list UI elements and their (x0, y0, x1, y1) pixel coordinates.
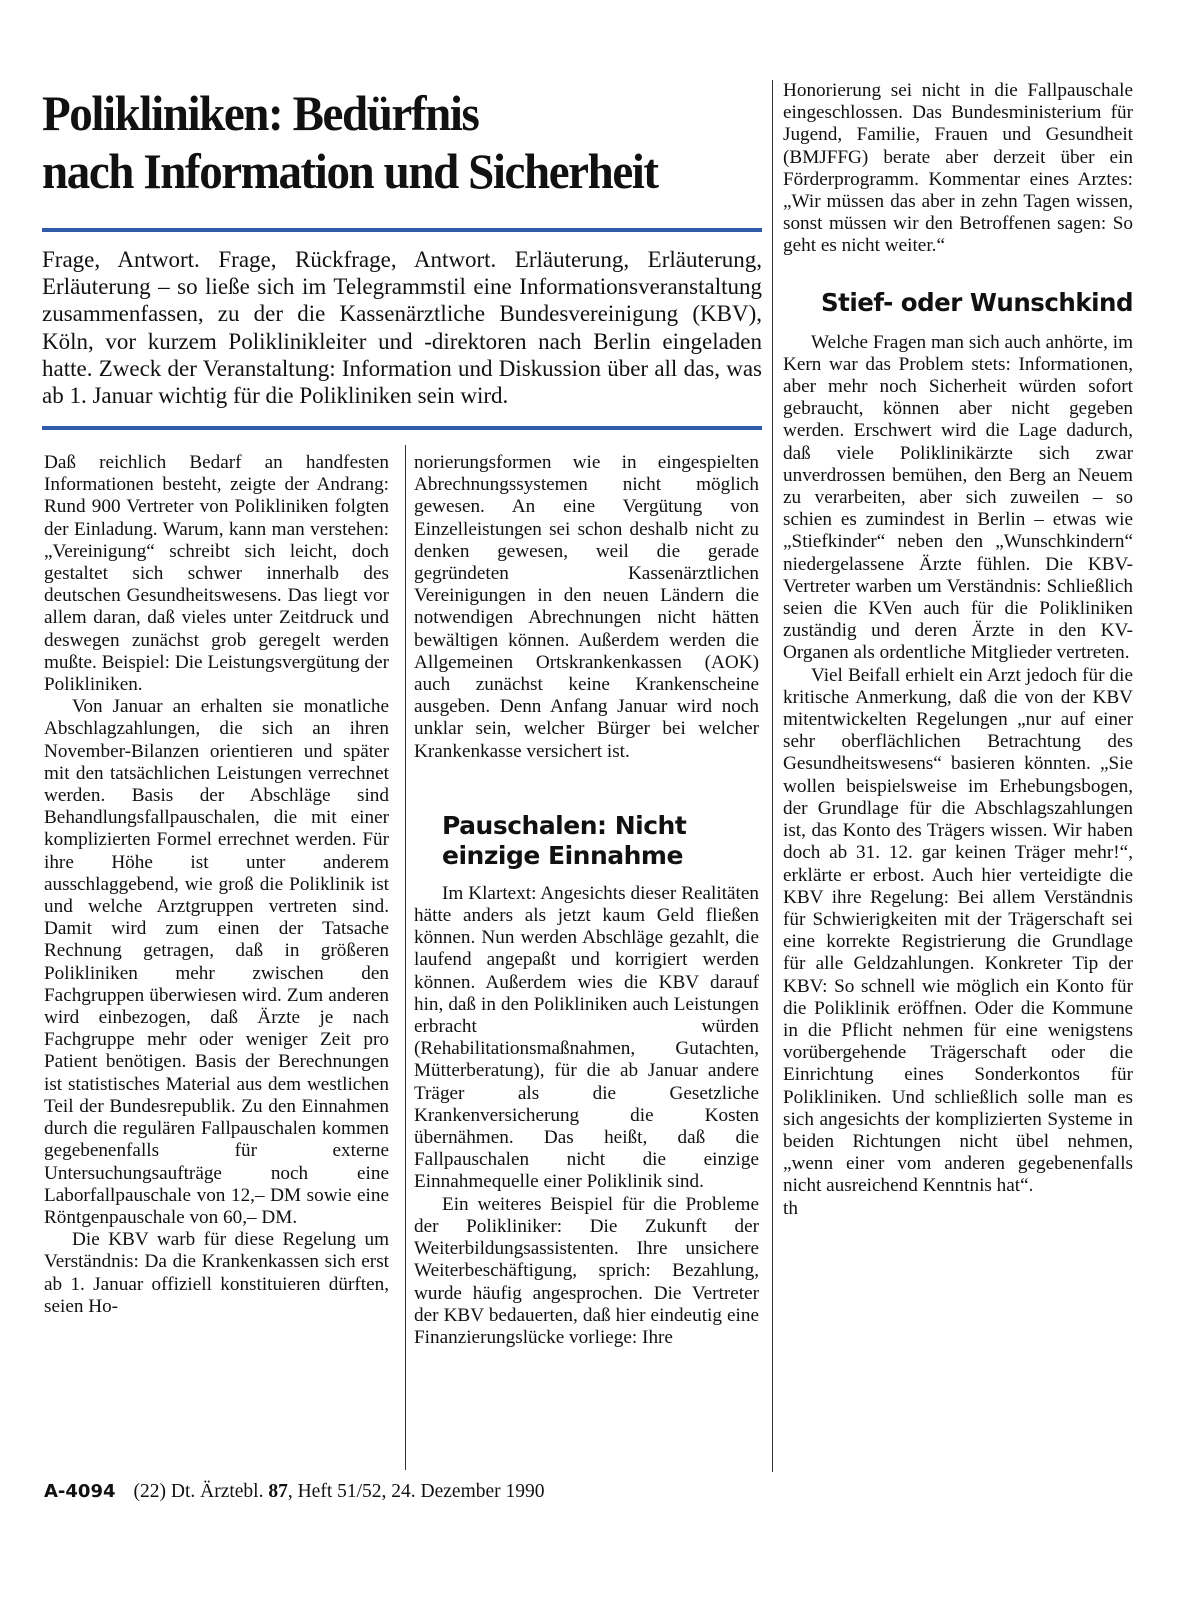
page-number: A-4094 (44, 1481, 116, 1502)
body-paragraph: norierungsformen wie in eingespielten Abrechnungssystemen nicht möglich gewesen. An eine Vergütung von Einzelleistungen sei schon deshalb nicht zu denken gewesen, weil die gerade gegründeten Kassenärztlichen Vereinigungen in den neuen Ländern die notwendigen Abrechnungen nicht hätten bewältigen können. Außerdem werden die Allgemeinen Ortskrankenkassen (AOK) auch zunächst keine Krankenscheine ausgeben. Denn Anfang Januar wird noch unklar sein, welcher Bürger bei welcher Krankenkasse versichert ist. (414, 452, 759, 762)
accent-rule-bottom (42, 426, 762, 430)
body-paragraph: Die KBV warb für diese Regelung um Verständnis: Da die Krankenkassen sich erst ab 1. Januar offiziell konstituieren dürften, seien Ho- (44, 1229, 389, 1317)
lead-paragraph: Frage, Antwort. Frage, Rückfrage, Antwort. Erläuterung, Erläuterung, Erläuterung – so ließe sich im Telegrammstil eine Informationsveranstaltung zusammenfassen, zu der die Kassenärztliche Bundesvereinigung (KBV), Köln, vor kurzem Poliklinikleiter und -direktoren nach Berlin eingeladen hatte. Zweck der Veranstaltung: Information und Diskussion über all das, was ab 1. Januar wichtig für die Polikliniken sein wird. (42, 247, 762, 409)
text-column-3 (783, 80, 1133, 1220)
text-column-1 (44, 452, 389, 1318)
body-paragraph: Viel Beifall erhielt ein Arzt jedoch für die kritische Anmerkung, daß die von der KBV mitentwickelten Regelungen „nur auf einer sehr oberflächlichen Betrachtung des Gesundheitswesens“ basieren könnten. „Sie wollen beispielsweise im Erhebungsbogen, der Grundlage für die Abschlagszahlungen ist, das Konto des Trägers wissen. Wir haben doch ab 31. 12. gar keinen Träger mehr!“, erklärte er erbost. Auch hier verteidigte die KBV ihre Regelung: Bei allem Verständnis für Schwierigkeiten mit der Trägerschaft sei eine korrekte Registrierung die Grundlage für alle Geldzahlungen. Konkreter Tip der KBV: So schnell wie möglich ein Konto für die Poliklinik eröffnen. Oder die Kommune in die Pflicht nehmen für eine wenigstens vorübergehende Trägerschaft oder die Einrichtung eines Sonderkontos für Polikliniken. Und schließlich solle man es sich angesichts der komplizierten Systeme in beiden Richtungen nicht übel nehmen, „wenn einer vom anderen gegebenenfalls nicht ausreichend Kenntnis hat“. (783, 664, 1133, 1197)
section-heading (442, 811, 759, 871)
text-column-2 (414, 452, 759, 1349)
section-heading-line-2: einzige Einnahme (442, 840, 683, 870)
issue-after-volume: , Heft 51/52, 24. Dezember 1990 (287, 1481, 545, 1502)
body-paragraph: Im Klartext: Angesichts dieser Realitäten hätte anders als jetzt kaum Geld fließen können. Nun werden Abschläge gezahlt, die laufend angepaßt und korrigiert werden können. Außerdem wies die KBV darauf hin, daß in den Polikliniken auch Leistungen erbracht würden (Rehabilitationsmaßnahmen, Gutachten, Mütterberatung), für die ab Januar andere Träger als die Gesetzliche Krankenversicherung die Kosten übernähmen. Das heißt, daß die Fallpauschalen nicht die einzige Einnahmequelle einer Poliklinik sind. (414, 882, 759, 1193)
article-headline (42, 84, 719, 200)
volume-number: 87 (268, 1481, 288, 1502)
body-paragraph: Welche Fragen man sich auch anhörte, im Kern war das Problem stets: Informationen, aber mehr noch Sicherheit würden sofort gebraucht, können aber nicht gegeben werden. Erschwert wird die Lage dadurch, daß viele Poliklinikärzte sich zwar unverdrossen bemühen, den Berg an Neuem zu verarbeiten, aber sich zuweilen – so schien es zumindest in Berlin – etwas wie „Stiefkinder“ neben den „Wunschkindern“ niedergelassene Ärzte fühlen. Die KBV-Vertreter warben um Verständnis: Schließlich seien die KVen auch für die Polikliniken zuständig und deren Ärzte in den KV-Organen als ordentliche Mitglieder vertreten. (783, 331, 1133, 664)
author-initials: th (783, 1197, 798, 1219)
body-paragraph: Von Januar an erhalten sie monatliche Abschlagzahlungen, die sich an ihren November-Bilanzen orientieren und später mit den tatsächlichen Leistungen verrechnet werden. Basis der Abschläge sind Behandlungsfallpauschalen, die mit einer komplizierten Formel errechnet werden. Für ihre Höhe ist unter anderem ausschlaggebend, wie groß die Poliklinik ist und welche Arztgruppen vertreten sind. Damit wird zum einen der Tatsache Rechnung getragen, daß in größeren Polikliniken mehr zwischen den Fachgruppen überwiesen wird. Zum anderen wird einbezogen, daß Ärzte je nach Fachgruppe mehr oder weniger Zeit pro Patient benötigen. Basis der Berechnungen ist statistisches Material aus dem westlichen Teil der Bundesrepublik. Zu den Einnahmen durch die regulären Fallpauschalen kommen gegebenenfalls für externe Untersuchungsaufträge noch eine Laborfallpauschale von 12,– DM sowie eine Röntgenpauschale von 60,– DM. (44, 696, 389, 1228)
section-heading-line-1: Pauschalen: Nicht (442, 810, 687, 840)
body-paragraph: Daß reichlich Bedarf an handfesten Informationen besteht, zeigte der Andrang: Rund 900 Vertreter von Polikliniken folgten der Einladung. Warum, kann man verstehen: „Vereinigung“ schreibt sich leicht, doch gestaltet sich schwer innerhalb des deutschen Gesundheitswesens. Das liegt vor allem daran, daß vieles unter Zeitdruck und deswegen zunächst grob geregelt werden mußte. Beispiel: Die Leistungsvergütung der Polikliniken. (44, 452, 389, 696)
headline-line-2: nach Information und Sicherheit (42, 143, 658, 199)
issue-before-volume: (22) Dt. Ärztebl. (133, 1481, 264, 1502)
headline-line-1: Polikliniken: Bedürfnis (42, 85, 479, 141)
column-divider-1 (405, 445, 406, 1470)
accent-rule-top (42, 228, 762, 232)
body-paragraph: Honorierung sei nicht in die Fallpauschale eingeschlossen. Das Bundesministerium für Jugend, Familie, Frauen und Gesundheit (BMJFFG) berate aber derzeit über ein Förderprogramm. Kommentar eines Arztes: „Wir müssen das aber in zehn Tagen wissen, sonst müssen wir den Betroffenen sagen: So geht es nicht weiter.“ (783, 80, 1133, 257)
section-heading: Stief- oder Wunschkind (820, 287, 1133, 317)
body-paragraph: Ein weiteres Beispiel für die Probleme der Polikliniker: Die Zukunft der Weiterbildungsassistenten. Ihre unsichere Weiterbeschäftigung, sprich: Bezahlung, wurde häufig angesprochen. Die Vertreter der KBV bedauerten, daß hier eindeutig eine Finanzierungslücke vorliege: Ihre (414, 1193, 759, 1348)
page-footer (44, 1480, 744, 1504)
column-divider-2 (772, 80, 773, 1472)
